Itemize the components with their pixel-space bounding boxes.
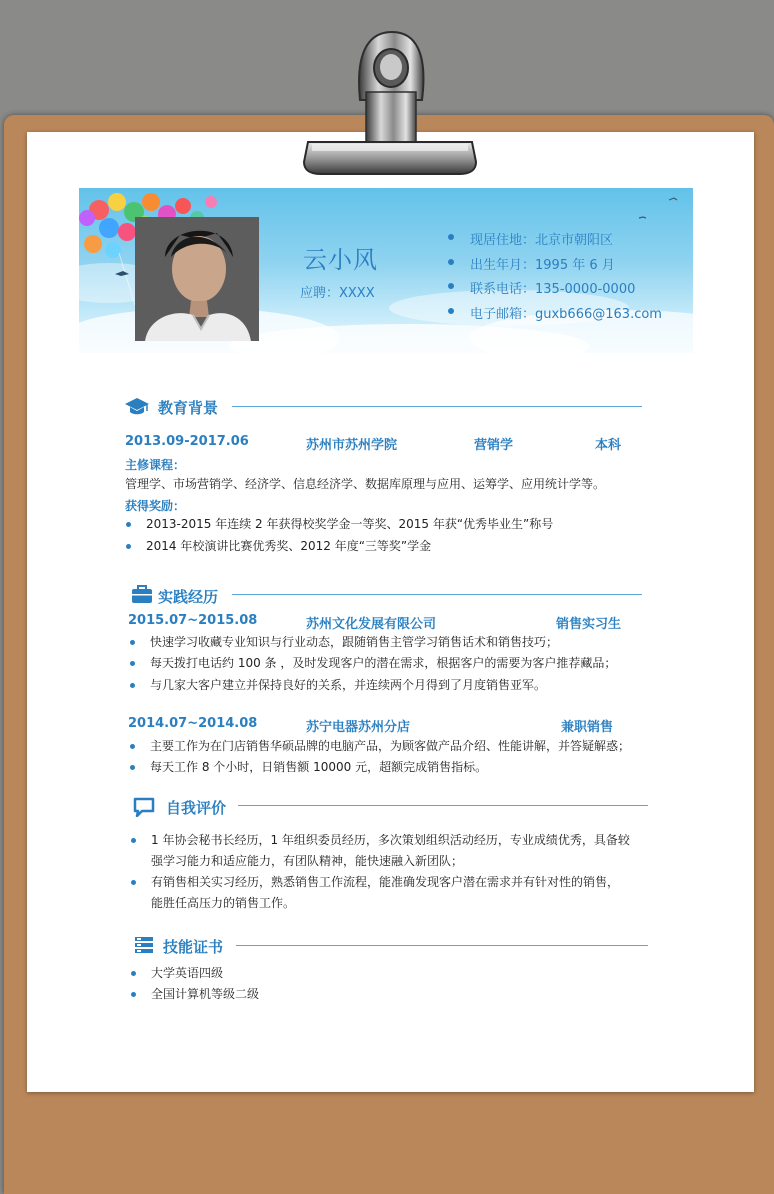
speech-bubble-icon [133, 797, 155, 817]
self-item: 1 年协会秘书长经历，1 年组织委员经历，多次策划组织活动经历，专业成绩优秀，具备较 强学习能力和适应能力，有团队精神，能快速融入新团队； [151, 830, 630, 872]
job1-company: 苏州文化发展有限公司 [306, 617, 437, 632]
award-item: 2013-2015 年连续 2 年获得校奖学金一等奖、2015 年获“优秀毕业生”称号 [146, 514, 553, 535]
edu-school: 苏州市苏州学院 [306, 438, 398, 453]
info-birth: 出生年月：1995 年 6 月 [452, 254, 615, 273]
info-residence: 现居住地：北京市朝阳区 [452, 229, 613, 248]
graduation-cap-icon [124, 396, 150, 416]
skill-item: 大学英语四级 [151, 963, 223, 984]
briefcase-icon [131, 584, 153, 604]
skill-item: 全国计算机等级二级 [151, 984, 259, 1005]
section-divider [238, 805, 648, 806]
edu-degree: 本科 [595, 438, 622, 453]
applied-position: 应聘：XXXX [300, 286, 375, 301]
courses-text: 管理学、市场营销学、经济学、信息经济学、数据库原理与应用、运筹学、应用统计学等。 [125, 477, 606, 491]
applicant-name: 云小风 [303, 246, 378, 274]
job2-position: 兼职销售 [561, 720, 614, 735]
job1-item: 与几家大客户建立并保持良好的关系，并连续两个月得到了月度销售亚军。 [150, 675, 546, 696]
info-phone: 联系电话：135-0000-0000 [452, 278, 635, 297]
job1-item: 快速学习收藏专业知识与行业动态，跟随销售主管学习销售话术和销售技巧； [150, 632, 558, 653]
job1-item: 每天拨打电话约 100 条 ，及时发现客户的潜在需求，根据客户的需要为客户推荐藏品； [150, 653, 616, 674]
info-email: 电子邮箱：guxb666@163.com [452, 303, 662, 322]
section-title-practice: 实践经历 [158, 588, 219, 606]
award-item: 2014 年校演讲比赛优秀奖、2012 年度“三等奖”学金 [146, 536, 431, 557]
job2-period: 2014.07~2014.08 [128, 716, 258, 731]
job2-company: 苏宁电器苏州分店 [306, 720, 411, 735]
self-item: 有销售相关实习经历，熟悉销售工作流程，能准确发现客户潜在需求并有针对性的销售， 能胜任高压力的销售工作。 [151, 872, 619, 914]
job2-item: 每天工作 8 个小时，日销售额 10000 元，超额完成销售指标。 [150, 757, 487, 778]
job1-position: 销售实习生 [556, 617, 622, 632]
courses-label: 主修课程： [125, 458, 186, 472]
avatar [135, 217, 259, 341]
section-divider [236, 945, 648, 946]
binder-clip-icon [300, 30, 480, 180]
section-title-skills: 技能证书 [163, 938, 224, 956]
section-divider [232, 406, 642, 407]
edu-period: 2013.09-2017.06 [125, 434, 249, 449]
books-icon [134, 935, 154, 955]
job2-item: 主要工作为在门店销售华硕品牌的电脑产品，为顾客做产品介绍、性能讲解，并答疑解惑； [150, 736, 630, 757]
job1-period: 2015.07~2015.08 [128, 613, 258, 628]
edu-major: 营销学 [474, 438, 514, 453]
section-divider [232, 594, 642, 595]
awards-label: 获得奖励： [125, 499, 186, 513]
section-title-self: 自我评价 [166, 799, 227, 817]
section-title-education: 教育背景 [158, 399, 219, 417]
